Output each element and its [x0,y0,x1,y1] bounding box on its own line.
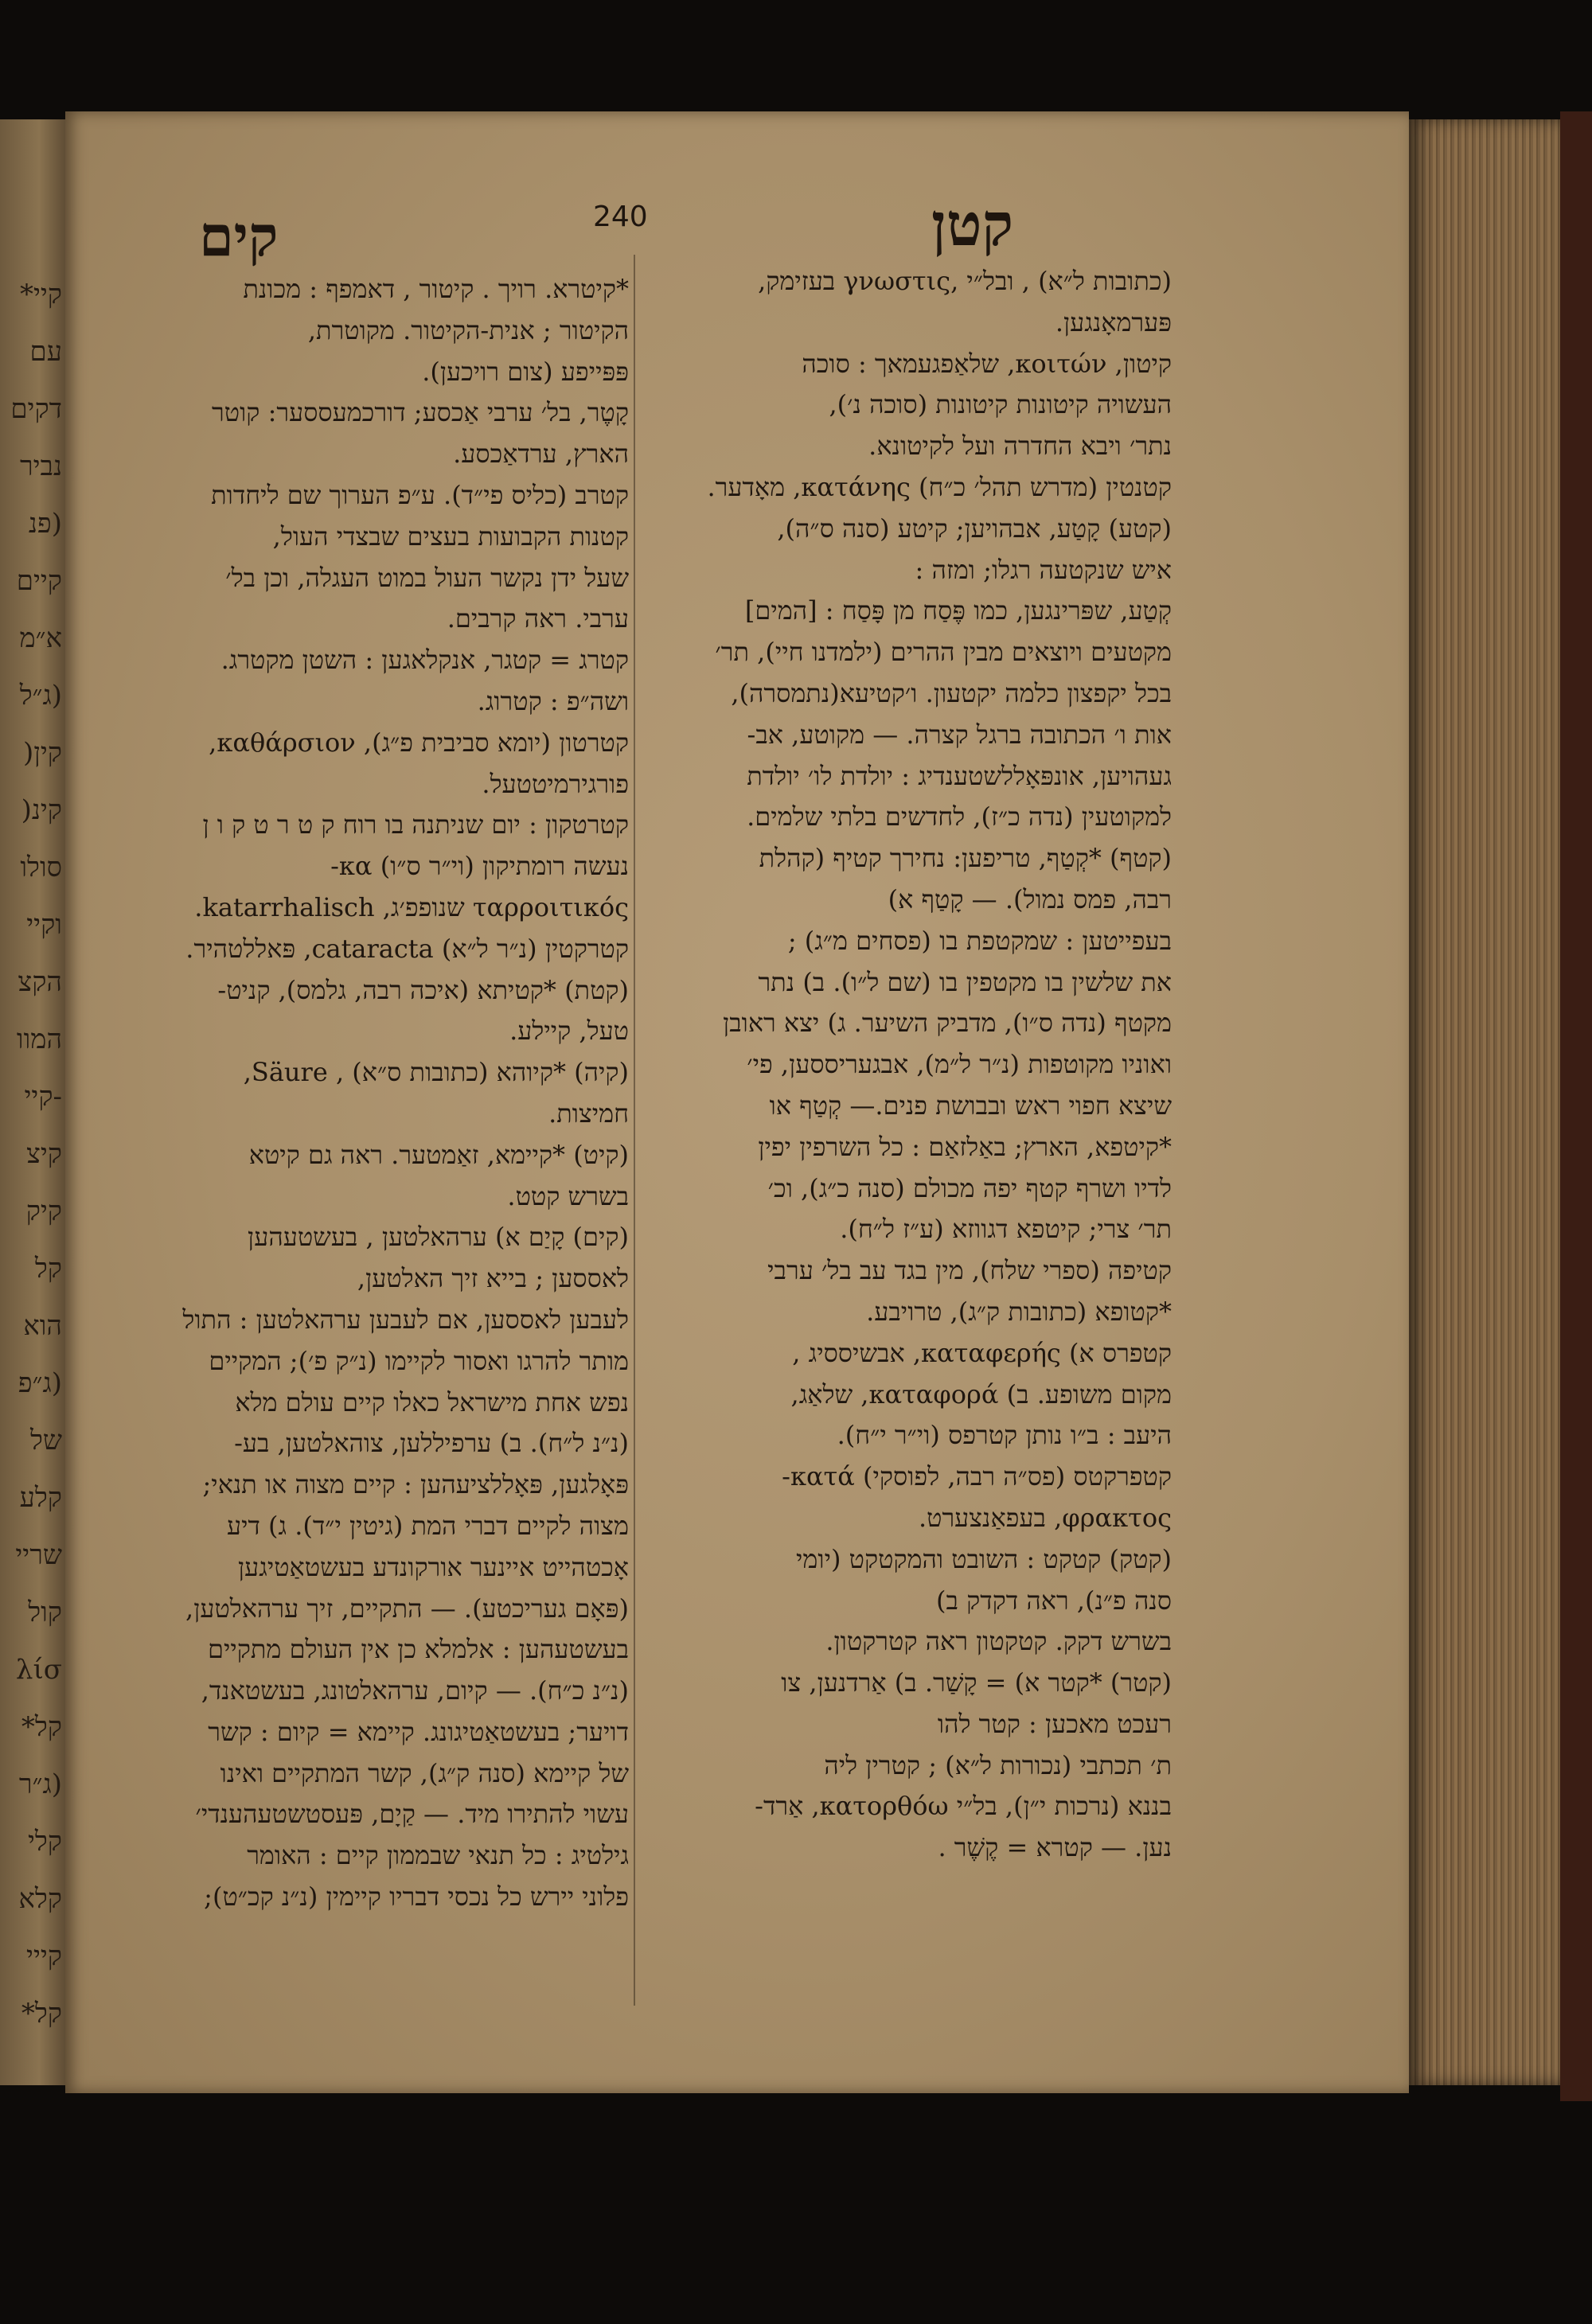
entry-line: את שלשין בו מקטפין בו (שם ל״ו). ב) נתר [758,966,1172,997]
entry-line: פּפּייפע (צום רויכען). [422,356,629,387]
entry-line: קטרג = קטגר, אנקלאגען : השטן מקטרג. [220,645,629,676]
book-cover [1560,111,1592,2101]
entry-line: רעכט מאכען : קטר להו [937,1708,1172,1739]
entry-line: בעפייטען : שמקטפת בו (פסחים מ״ג) ; [787,925,1172,956]
prev-page-fragment: קלע [19,1482,62,1514]
entry-line: לאססען ; בייא זיך האלטען, [357,1263,629,1294]
prev-page-fragment: קיי* [19,279,62,310]
entry-line: בשרש דקק. קטקטון ראה קטרקטון. [825,1626,1172,1657]
entry-line: שעל ידן נקשר העול במוט העגלה, וכן בל׳ [225,562,629,593]
entry-line: קָטֶר, בל׳ ערבי אַכסע; דורכמעססער: קוטר [212,397,629,428]
entry-line: הארץ, ערדאַכסע. [453,439,629,470]
entry-line: קטרב (כליס פי״ד). ע״פ הערוך שם ליחדות [211,479,629,510]
prev-page-fragment: הוא [23,1310,62,1342]
entry-line: איש שנקטעה רגלו; ומזה : [915,554,1172,585]
prev-page-fragment: קול [28,1597,62,1628]
prev-page-fragment: הקצ [18,966,62,998]
entry-line: פּערמאָנגען. [1055,306,1172,337]
prev-page-fragment: נביר [19,450,62,482]
entry-line: (פּאָם געריכטע). — התקיים, זיך ערהאלטען, [185,1593,629,1624]
previous-page-strip [0,119,65,2085]
prev-page-fragment: קל [34,1253,62,1285]
entry-line: מצוה לקיים דברי המת (גיטין י״ד). ג) דיע [226,1510,629,1541]
prev-page-fragment: קיים [16,565,62,597]
running-head-left: קים [199,203,279,269]
column-divider [634,255,635,2006]
entry-line: היעב : ב״ו נותן קטרפס (וי״ר י״ח). [837,1420,1172,1451]
prev-page-fragment: קין( [22,737,62,769]
entry-line: קטנטין (מדרש תהל׳ כ״ח) κατάνης, מאָדער. [707,471,1172,502]
prev-page-fragment: המוו [16,1024,62,1055]
prev-page-fragment: (ג״ר [18,1768,62,1800]
entry-line: (קטת) *קטיתא (איכה רבה, גלמס), קניט- [217,974,629,1005]
prev-page-fragment: סולו [20,852,62,883]
entry-line: φρακτος, בעפאַנצערט. [918,1502,1172,1533]
prev-page-fragment: קייי [26,1940,62,1972]
entry-line: מותר להרגו ואסור לקיימו (נ״ק פ׳); המקיים [209,1345,629,1376]
entry-line: (קיה) *קיוהא (כתובות ס״א) , Säure, [243,1057,629,1088]
entry-line: קטרקטין (נ״ר ל״א) cataracta, פּאללטהיר. [185,933,629,964]
entry-line: קטרטקון : יום שניתנה בו רוח ק ט ר ט ק ו ן [202,809,629,840]
prev-page-fragment: קל* [21,1711,62,1743]
entry-line: קְטַע, שפּרינגען, כמו פֶּסַח מן פָּסַח : [המים] [744,595,1172,626]
entry-line: הקיטור ; אנית-הקיטור. מקוטרת, [307,314,629,345]
entry-line: קיטון, κοιτών, שלאַפגעמאך : סוכה [802,348,1172,379]
entry-line: (קטר) *קטר א) = קָשַׁר. ב) אַרדנען, צו [781,1667,1172,1698]
running-head-right: קטן [931,191,1014,259]
prev-page-fragment: שריי [15,1539,62,1571]
entry-line: ושה״פ : קטרוג. [477,685,629,716]
entry-line: קטרטון (יומא סביבית פ״ג), καθάρσιον, [209,727,629,758]
page-edges [1409,119,1560,2085]
entry-line: *קיטרא. רויך . קיטור , דאמפף : מכונת [243,274,629,304]
entry-line: (קיט) *קיימא, זאַמטער. ראה גם קיטא [248,1139,629,1170]
prev-page-fragment: דקים [10,393,62,425]
entry-line: בעשטעהען : אלמלא כן אין העולם מתקיים [208,1634,629,1665]
entry-line: *קיטפא, הארץ; באַלזאַם : כל השרפין יפין [758,1131,1172,1162]
entry-line: עשוי להתירו מיד. — קַיָם, פּעסטשטעהענדי׳ [195,1799,629,1830]
entry-line: קטפרס א) καταφερής, אבשיססיג , [792,1337,1172,1368]
entry-line: קטיפה (ספרי שלח), מין בגד עב בל׳ ערבי [767,1255,1172,1286]
entry-line: גילטיג : כל תנאי שבממון קיים : האומר [247,1840,629,1871]
page-number: 240 [593,201,648,233]
entry-line: רבה, פמס נמול). — קָטַף א) [888,883,1172,914]
right-column [637,261,1172,1869]
entry-line: (נ״נ כ״ח). — קיום, ערהאלטונג, בעשטאנד, [201,1675,629,1706]
entry-line: פורגירמיטטעל. [482,768,629,799]
prev-page-fragment: (ג״פ [18,1367,62,1399]
entry-line: קטפרקטס (פס״ה רבה, לפוסקי) κατά- [782,1461,1172,1492]
entry-line: חמיצות. [548,1098,629,1129]
entry-line: (כתובות ל״א) , ובל״י ,γνωστις בעזימק, [758,266,1172,296]
entry-line: לדיו ושרף קטף יפה מכולם (סנה כ״ג), וכ׳ [767,1172,1172,1203]
entry-line: בננא (נרכות י״ן), בל״י κατορθόω, אַרד- [755,1791,1172,1822]
entry-line: למקוטעין (נדה כ״ז), לחדשים בלתי שלמים. [747,801,1172,833]
entry-line: ואוניו מקוטפות (נ״ר ל״מ), אבגעריססען, פי׳ [747,1049,1172,1080]
entry-line: תר׳ צרי; קיטפא דגווזא (ע״ז ל״ח). [840,1214,1172,1245]
prev-page-fragment: קיק [25,1195,62,1227]
prev-page-fragment: קלא [18,1883,62,1915]
entry-line: מקום משופע. ב) καταφορά, שלאַג, [790,1378,1172,1410]
entry-line: געהויען, אונפּאָללשטענדיג : יולדת לו׳ יולדת [747,760,1172,791]
entry-line: (נ״נ ל״ח). ב) ערפיללען, צוהאלטען, בע- [234,1428,629,1459]
entry-line: נען. — קטרא = קֶשֶׁר . [938,1832,1172,1863]
entry-line: מקטף (נדה ס״ו), מדביק השיער. ג) יצא ראובן [723,1008,1172,1039]
prev-page-fragment: קיצ [26,1138,62,1170]
entry-line: ת׳ תכתבי (נכורות ל״א) ; קטרין ליה [824,1749,1172,1780]
prev-page-fragment: (ג״ל [19,680,62,712]
entry-line: אות ו׳ הכתובה ברגל קצרה. — מקוטע, אב- [747,719,1172,750]
entry-line: (קטע) קָטַע, אבהויען; קיטע (סנה ס״ה), [777,513,1172,544]
entry-line: (קטק) קטקט : השובט והמקטקט (יומי [796,1543,1172,1574]
entry-line: פּאָלגען, פּאָללציעהען : קיים מצוה או תנאי; [202,1469,629,1500]
entry-line: *קטופא (כתובות ק״ג), טרויבע. [866,1296,1172,1327]
entry-line: ערבי. ראה קרבים. [447,603,629,634]
entry-line: דויער; בעשטאַטיגונג. קיימא = קיום : קשר [208,1716,629,1747]
left-column [80,269,629,1918]
entry-line: נפש אחת מישראל כאלו קיים עולם מלא [235,1386,629,1417]
entry-line: העשויה קיטונות קיטונות (סוכה נ׳), [829,389,1172,420]
prev-page-fragment: קל* [21,1998,62,2030]
prev-page-fragment: וקיי [26,909,62,941]
prev-page-fragment: קינ( [21,794,62,826]
entry-line: לעבען לאססען, אם לעבען ערהאלטען : התול [182,1304,629,1335]
entry-line: (קטף) *קְטַף, טריפען: נחירך קטיף (קהלת [759,843,1172,874]
entry-line: בשרש קטט. [507,1180,629,1211]
entry-line: טעל, קיילע. [509,1016,629,1047]
entry-line: אָכטהייט איינער אורקונדע בעשטאַטיגען [237,1551,629,1582]
prev-page-fragment: קלי [27,1826,62,1858]
entry-line: נעשה רומתיקון (וי״ר ס״ו) κα- [330,851,629,882]
entry-line: סנה פ״נ), ראה דקדק ב) [936,1585,1172,1616]
prev-page-fragment: של [30,1425,62,1456]
entry-line: (קים) קָיַם א) ערהאלטען , בעשטעהען [248,1222,629,1253]
entry-line: של קיימא (סנה ק״ג), קשר המתקיים ואינו [220,1757,629,1788]
entry-line: קטנות הקבועות בעצים שבצדי העול, [272,521,629,552]
prev-page-fragment: -קיי [24,1081,62,1113]
entry-line: שיצא חפוי ראש ובבושת פנים.— קְטַף או [769,1090,1172,1121]
prev-page-fragment: (פנ [28,508,62,540]
prev-page-fragment: א״מ [19,622,62,654]
entry-line: ταρροιτικός שנופפ׳ג, katarrhalisch. [194,891,629,922]
prev-page-fragment: λίσ [15,1654,62,1686]
prev-page-fragment: עם [29,336,62,368]
entry-line: פלוני יירש כל נכסי דבריו קיימין (נ״נ קכ״ט); [204,1881,629,1913]
entry-line: בכל יקפצון כלמה יקטעון. ו׳קטיעא(נתמסרה), [731,677,1172,708]
entry-line: מקטעים ויוצאים מבין ההרים (ילמדנו חיי), תר׳ [715,637,1172,668]
entry-line: נתר׳ ויבא החדרה ועל לקיטונא. [868,431,1172,462]
